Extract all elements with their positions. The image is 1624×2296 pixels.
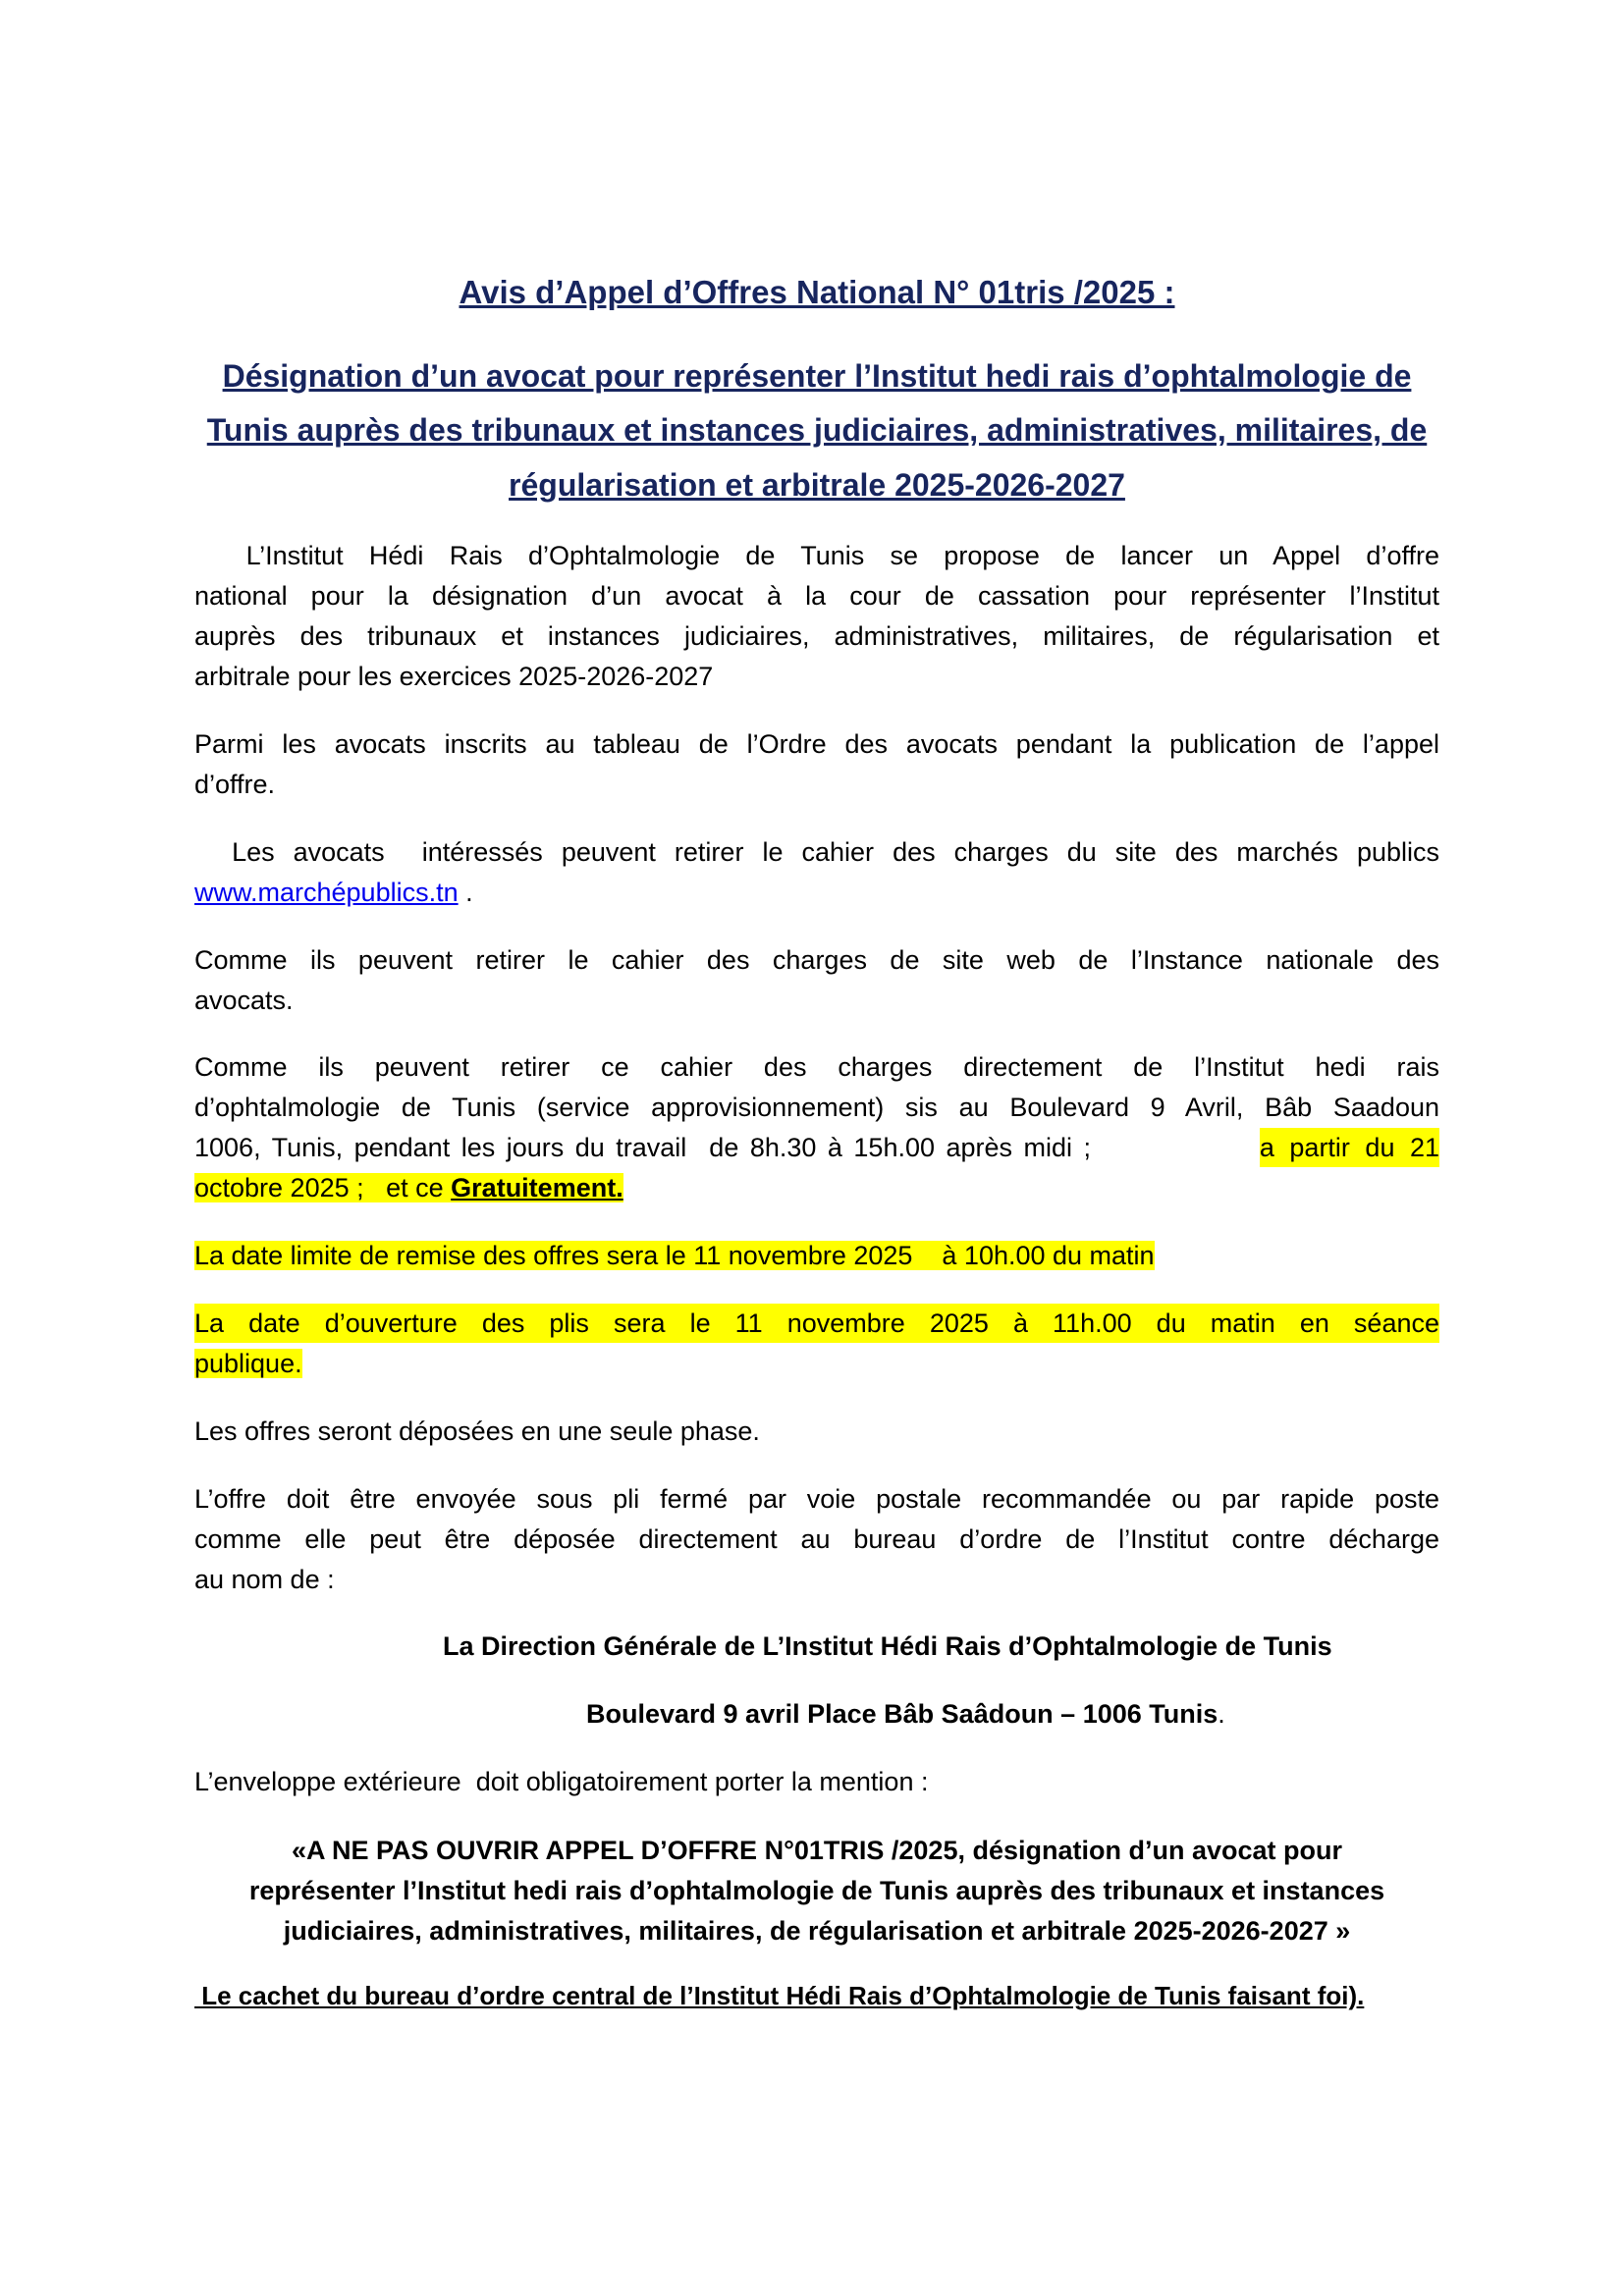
eligibility-line: d’offre. [194, 770, 276, 799]
envelope-mention-line: judiciaires, administratives, militaires, de régularisation et arbitrale 2025-2026-2027 » [283, 1916, 1351, 1946]
address-street-line [586, 1694, 1470, 1734]
address-street: Boulevard 9 avril Place Bâb Saâdoun – 1006 Tunis [586, 1699, 1218, 1729]
free-of-charge: Gratuitement. [451, 1173, 623, 1202]
submission-line: L’offre doit être envoyée sous pli fermé par voie postale recommandée ou par rapide poste [194, 1484, 1439, 1514]
page-title: Avis d’Appel d’Offres National N° 01tris /2025 : [459, 274, 1175, 310]
subtitle-line: Désignation d’un avocat pour représenter l’Institut hedi rais d’ophtalmologie de [222, 358, 1412, 394]
address-recipient: La Direction Générale de L’Institut Hédi Rais d’Ophtalmologie de Tunis [443, 1631, 1332, 1661]
website-line: avocats. [194, 986, 294, 1015]
start-date-highlight: octobre 2025 ; et ce [194, 1173, 452, 1202]
submission-line: comme elle peut être déposée directement au bureau d’ordre de l’Institut contre décharge [194, 1524, 1439, 1554]
subtitle-line: régularisation et arbitrale 2025-2026-2027 [509, 467, 1125, 503]
deadline-text: La date limite de remise des offres sera le 11 novembre 2025 à 10h.00 du matin [194, 1241, 1155, 1270]
address-period: . [1218, 1699, 1225, 1729]
opening-text: publique. [194, 1349, 302, 1378]
envelope-mention-line: représenter l’Institut hedi rais d’ophtalmologie de Tunis auprès des tribunaux et instances [248, 1876, 1385, 1905]
opening-line [194, 1344, 1439, 1383]
marchepublics-link[interactable]: www.marchépublics.tn [194, 878, 459, 907]
eligibility-line: Parmi les avocats inscrits au tableau de l’Ordre des avocats pendant la publication de l’appel [194, 729, 1439, 759]
direct-retrieval-line: d’ophtalmologie de Tunis (service approvisionnement) sis au Boulevard 9 Avril, Bâb Saadoun [194, 1093, 1439, 1122]
opening-line: La date d’ouverture des plis sera le 11 novembre 2025 à 11h.00 du matin en séance [194, 1304, 1439, 1343]
intro-paragraph-line: arbitrale pour les exercices 2025-2026-2027 [194, 662, 714, 691]
direct-retrieval-line: Comme ils peuvent retirer ce cahier des charges directement de l’Institut hedi rais [194, 1052, 1439, 1082]
retrieval-link-line [194, 873, 1439, 912]
direct-retrieval-line [194, 1168, 1439, 1207]
intro-paragraph-line: L’Institut Hédi Rais d’Ophtalmologie de Tunis se propose de lancer un Appel d’offre [194, 541, 1439, 570]
link-suffix: . [458, 878, 473, 907]
hours-text: 1006, Tunis, pendant les jours du travail de 8h.30 à 15h.00 après midi ; [194, 1133, 1103, 1162]
start-date-highlight: a partir du 21 [1260, 1128, 1439, 1167]
retrieval-line: Les avocats intéressés peuvent retirer le cahier des charges du site des marchés publics [194, 837, 1439, 867]
website-line: Comme ils peuvent retirer le cahier des charges de site web de l’Instance nationale des [194, 945, 1439, 975]
stamp-note: Le cachet du bureau d’ordre central de l’Institut Hédi Rais d’Ophtalmologie de Tunis faisant foi). [194, 1981, 1365, 2010]
direct-retrieval-line [194, 1128, 1439, 1167]
phase-line: Les offres seront déposées en une seule phase. [194, 1416, 760, 1446]
submission-line: au nom de : [194, 1565, 335, 1594]
deadline-line [194, 1236, 1439, 1275]
intro-paragraph-line: national pour la désignation d’un avocat à la cour de cassation pour représenter l’Institut [194, 581, 1439, 611]
envelope-instruction: L’enveloppe extérieure doit obligatoirement porter la mention : [194, 1767, 929, 1796]
envelope-mention-line: «A NE PAS OUVRIR APPEL D’OFFRE N°01TRIS /2025, désignation d’un avocat pour [292, 1836, 1342, 1865]
intro-paragraph-line: auprès des tribunaux et instances judiciaires, administratives, militaires, de régularisation et [194, 621, 1439, 651]
subtitle-line: Tunis auprès des tribunaux et instances judiciaires, administratives, militaires, de [206, 412, 1428, 448]
